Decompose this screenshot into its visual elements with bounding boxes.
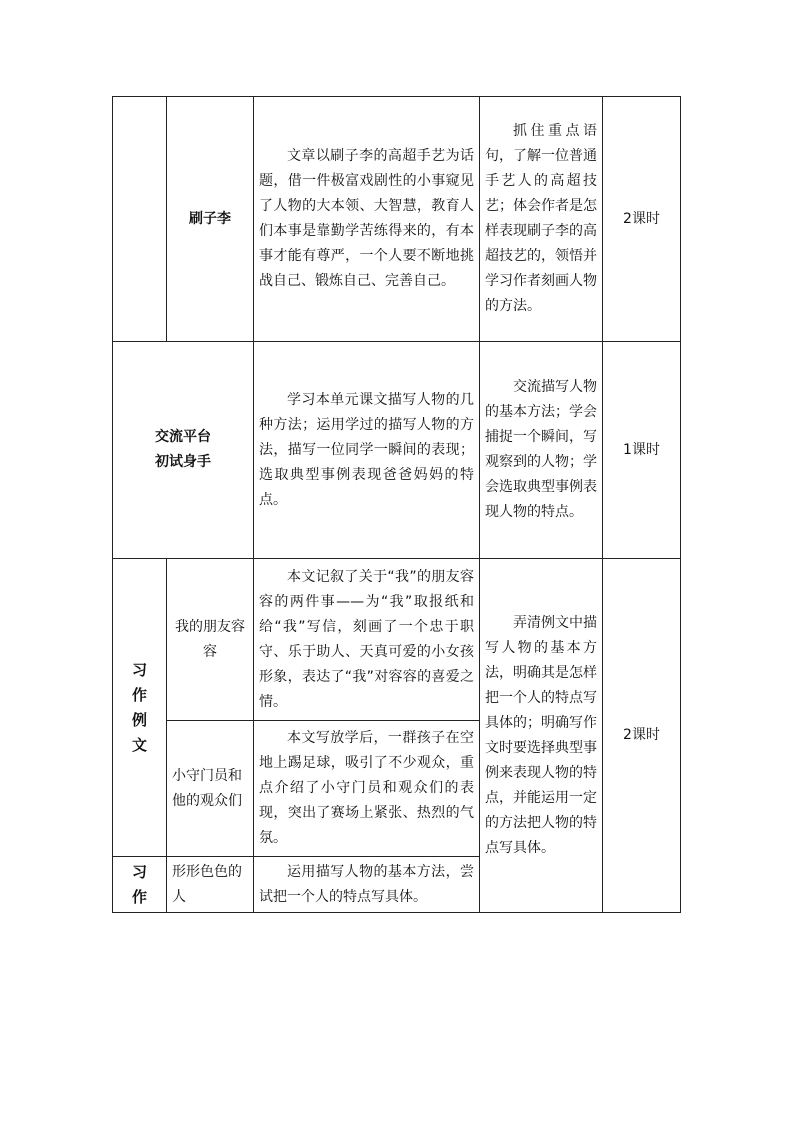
- lesson-hours: 1课时: [603, 342, 681, 559]
- lesson-goal: 弄清例文中描写人物的基本方法，明确其是怎样把一个人的特点写具体的；明确写作文时要选择典型事例来表现人物的特点，并能运用一定的方法把人物的特点写具体。: [480, 559, 603, 913]
- lesson-title: 刷子李: [167, 97, 254, 342]
- table-row: [113, 97, 681, 342]
- category-char: 例: [131, 710, 147, 729]
- category-char: 作: [131, 887, 147, 906]
- lesson-title: 形形色色的人: [167, 857, 254, 913]
- lesson-title: 我的朋友容容: [167, 559, 254, 721]
- lesson-title-line: 初试身手: [155, 454, 211, 470]
- category-label: [113, 559, 167, 857]
- category-cell: [113, 97, 167, 342]
- lesson-summary: 运用描写人物的基本方法，尝试把一个人的特点写具体。: [254, 857, 480, 913]
- lesson-hours: 2课时: [603, 559, 681, 913]
- category-char: 习: [131, 862, 147, 881]
- table-row: [113, 342, 681, 559]
- lesson-title-line: 交流平台: [155, 429, 211, 445]
- lesson-goal: 抓住重点语句，了解一位普通手艺人的高超技艺；体会作者是怎样表现刷子李的高超技艺的，领悟并学习作者刻画人物的方法。: [480, 97, 603, 342]
- category-char: 习: [131, 660, 147, 679]
- lesson-hours: 2课时: [603, 97, 681, 342]
- category-char: 文: [131, 735, 147, 754]
- lesson-summary: 学习本单元课文描写人物的几种方法；运用学过的描写人物的方法，描写一位同学一瞬间的表现；选取典型事例表现爸爸妈妈的特点。: [254, 342, 480, 559]
- lesson-title: [113, 342, 254, 559]
- lesson-summary: 文章以刷子李的高超手艺为话题，借一件极富戏剧性的小事窥见了人物的大本领、大智慧，教育人们本事是靠勤学苦练得来的，有本事才能有尊严，一个人要不断地挑战自己、锻炼自己、完善自己。: [254, 97, 480, 342]
- table-row: [113, 559, 681, 721]
- lesson-goal: 交流描写人物的基本方法；学会捕捉一个瞬间，写观察到的人物；学会选取典型事例表现人物的特点。: [480, 342, 603, 559]
- lesson-title: 小守门员和他的观众们: [167, 721, 254, 857]
- lesson-plan-table: [112, 96, 681, 913]
- lesson-summary: 本文写放学后，一群孩子在空地上踢足球，吸引了不少观众，重点介绍了小守门员和观众们的表现，突出了赛场上紧张、热烈的气氛。: [254, 721, 480, 857]
- category-label: [113, 857, 167, 913]
- lesson-summary: 本文记叙了关于“我”的朋友容容的两件事——为“我”取报纸和给“我”写信，刻画了一个忠于职守、乐于助人、天真可爱的小女孩形象，表达了“我”对容容的喜爱之情。: [254, 559, 480, 721]
- category-char: 作: [131, 685, 147, 704]
